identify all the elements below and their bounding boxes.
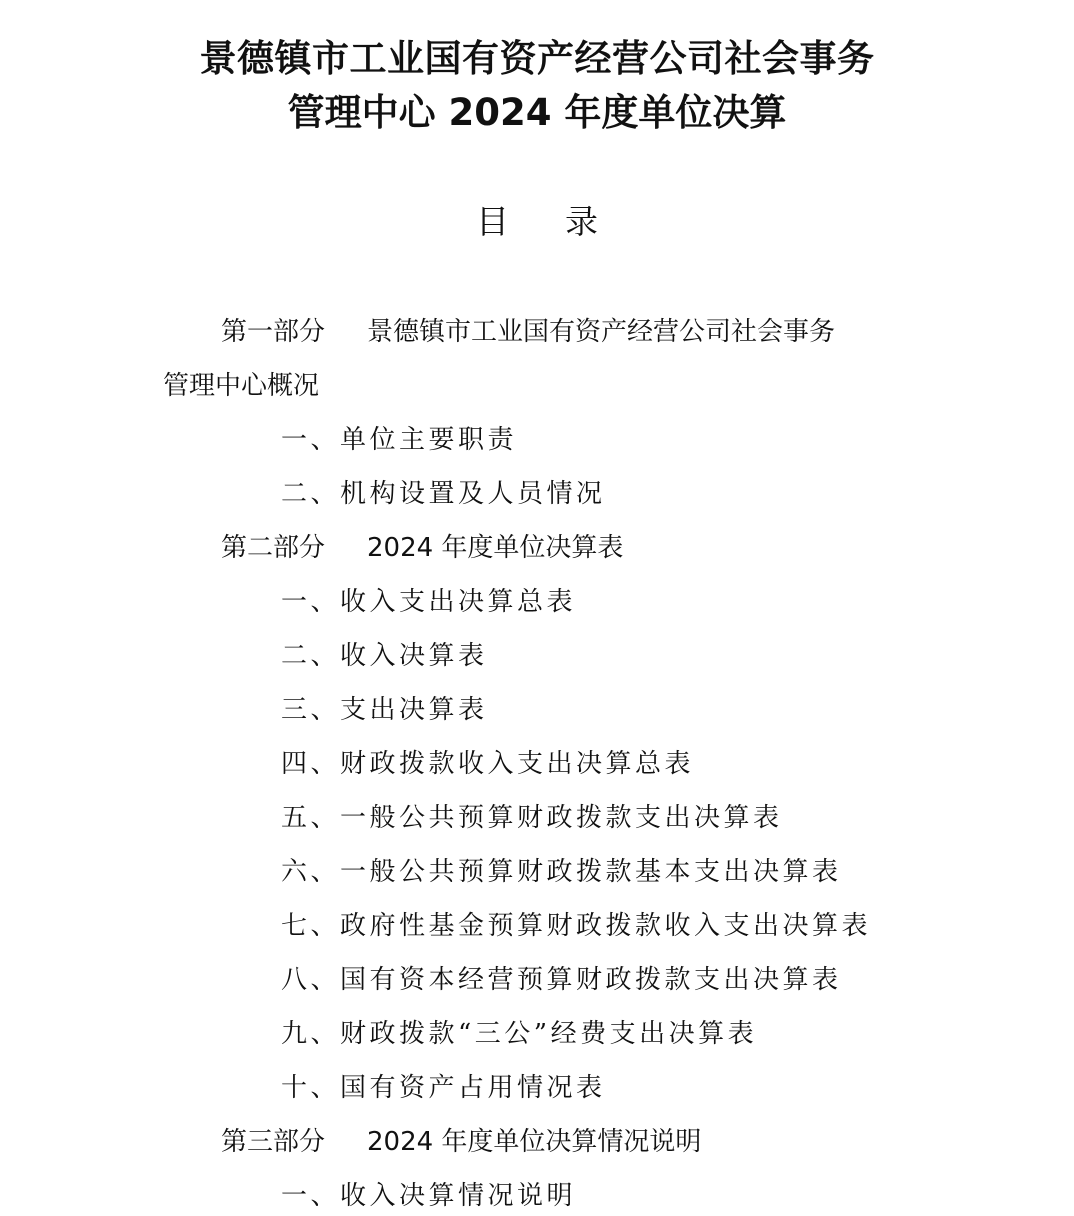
toc-part-2-label: 第二部分 — [221, 533, 326, 563]
toc-item: 六、一般公共预算财政拨款基本支出决算表 — [281, 857, 842, 887]
toc-item: 九、财政拨款“三公”经费支出决算表 — [281, 1019, 758, 1049]
toc-item: 二、机构设置及人员情况 — [281, 479, 606, 509]
toc-item: 八、国有资本经营预算财政拨款支出决算表 — [281, 965, 842, 995]
toc-item: 一、收入支出决算总表 — [281, 587, 577, 617]
toc-part-1-title: 景德镇市工业国有资产经营公司社会事务 — [367, 317, 836, 347]
toc-item: 一、单位主要职责 — [281, 425, 518, 455]
toc-heading — [0, 200, 1074, 244]
toc-item: 三、支出决算表 — [281, 695, 488, 725]
toc-part-1-title-cont: 管理中心概况 — [163, 371, 320, 401]
toc-item: 二、收入决算表 — [281, 641, 488, 671]
toc-part-3-label: 第三部分 — [221, 1127, 326, 1157]
toc-heading-char-2: 录 — [565, 202, 598, 241]
toc-item: 十、国有资产占用情况表 — [281, 1073, 606, 1103]
toc-part-1-label: 第一部分 — [221, 317, 326, 347]
toc-item: 五、一般公共预算财政拨款支出决算表 — [281, 803, 783, 833]
toc-part-3 — [221, 1124, 701, 1160]
toc-heading-char-1: 目 — [476, 202, 509, 241]
toc-part-1 — [221, 314, 835, 350]
toc-part-3-title: 2024 年度单位决算情况说明 — [367, 1127, 702, 1157]
toc-item: 四、财政拨款收入支出决算总表 — [281, 749, 695, 779]
toc-item: 七、政府性基金预算财政拨款收入支出决算表 — [281, 911, 872, 941]
document-title-line-2: 管理中心 2024 年度单位决算 — [287, 91, 787, 134]
toc-item: 一、收入决算情况说明 — [281, 1181, 577, 1211]
toc-part-2-title: 2024 年度单位决算表 — [367, 533, 624, 563]
toc-part-2 — [221, 530, 623, 566]
document-title-line-1: 景德镇市工业国有资产经营公司社会事务 — [199, 37, 875, 80]
